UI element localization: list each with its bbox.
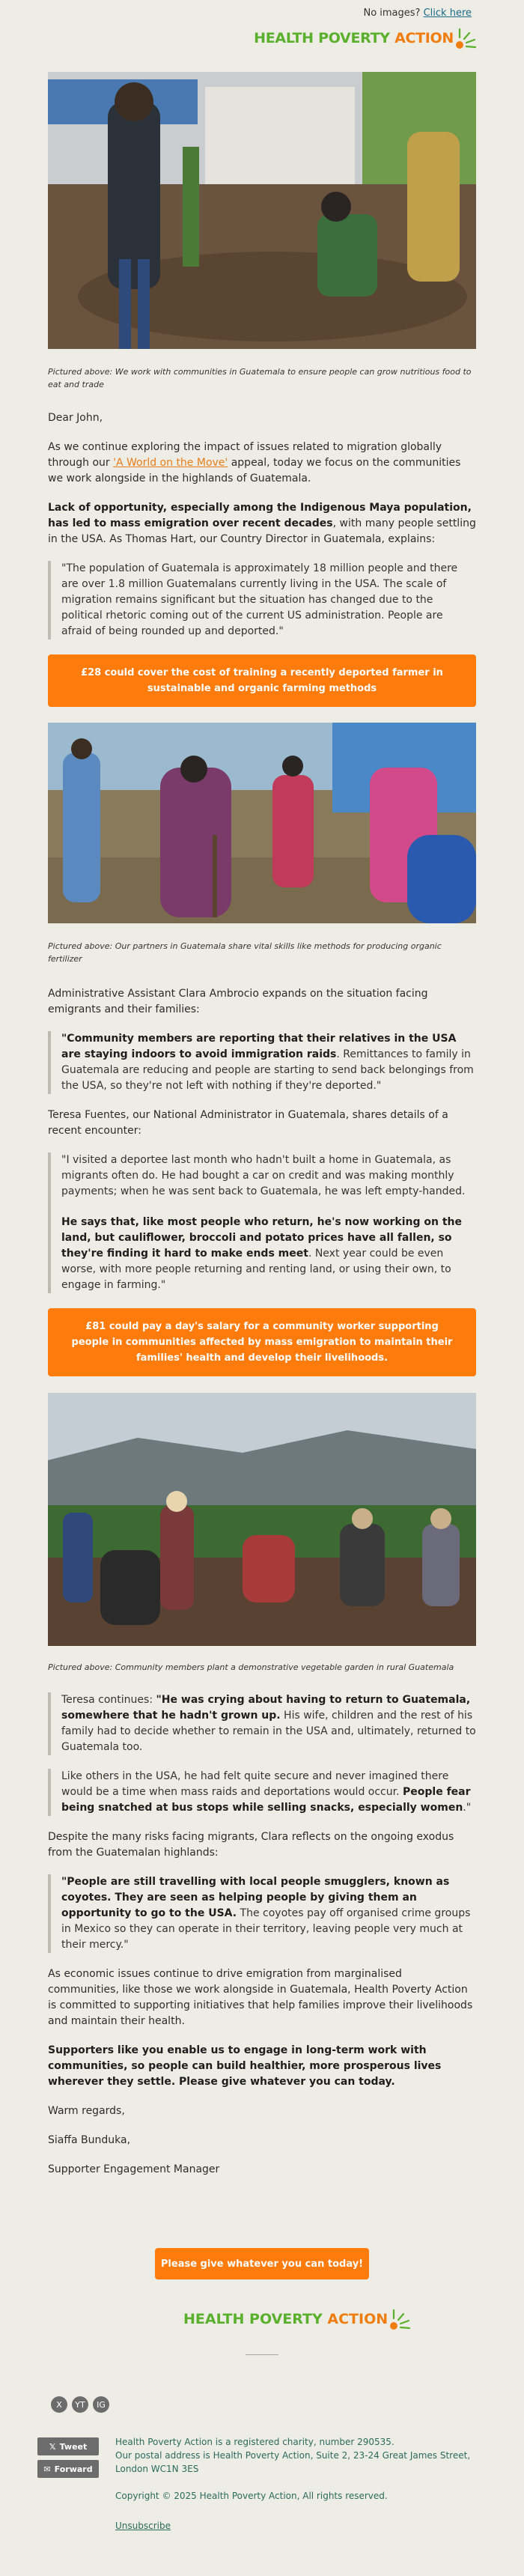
quote-teresa-2-rest: His wife, children and the rest of his family had to decide whether to remain in the USA and, ultimately, returned to Guatemala too. — [61, 1710, 476, 1753]
footer-copyright: Copyright © 2025 Health Poverty Action, All rights reserved. — [115, 2491, 388, 2501]
signature-title: Supporter Engagement Manager — [48, 2163, 220, 2175]
photo-vegetable-garden — [48, 1393, 476, 1646]
teresa-intro: Teresa Fuentes, our National Administrator in Guatemala, shares details of a recent encounter: — [48, 1109, 448, 1137]
quote-teresa-1 — [48, 1152, 476, 1293]
header-logo[interactable] — [254, 27, 478, 49]
quote-teresa-1-bold: He says that, like most people who return, he's now working on the land, but cauliflower, broccoli and potato prices have all fallen, so they're finding it hard to make ends meet — [61, 1216, 462, 1260]
supporters-bold: Supporters like you enable us to engage in long-term work with communities, so people can build healthier, more prosperous lives wherever they settle. Please give whatever you can today. — [48, 2044, 442, 2088]
x-icon[interactable]: X — [51, 2396, 67, 2413]
caption-photo-3: Pictured above: Community members plant a demonstrative vegetable garden in rural Guatemala — [48, 1662, 454, 1672]
youtube-icon[interactable]: YT — [72, 2396, 88, 2413]
signature-name: Siaffa Bunduka, — [48, 2134, 131, 2146]
cta-box-81[interactable]: £81 could pay a day's salary for a community worker supporting people in communities affected by mass emigration to maintain their families' health and develop their livelihoods. — [48, 1308, 476, 1376]
supporters-paragraph — [48, 2043, 476, 2090]
email-body — [48, 72, 476, 2178]
quote-teresa-1-rest: . Next year could be even worse, with more people returning and renting land, or using their own, to engage in farming." — [61, 1248, 451, 1291]
quote-clara-2-bold: "People are still travelling with local people smugglers, known as coyotes. They are seen as helping people by giving them an opportunity to go to the USA. — [61, 1876, 450, 1919]
footer-divider — [246, 2354, 278, 2355]
photo-fertilizer — [48, 723, 476, 923]
x-logo-icon: 𝕏 — [49, 2441, 56, 2452]
quote-teresa-3-bold: People fear being snatched at bus stops while selling snacks, especially women — [61, 1786, 471, 1814]
donate-button[interactable]: Please give whatever you can today! — [155, 2248, 369, 2279]
logo-word-action: ACTION — [394, 30, 454, 46]
footer-charity: Health Poverty Action is a registered charity, number 290535. — [115, 2437, 394, 2447]
intro-paragraph — [48, 440, 476, 487]
footer-sun-icon — [389, 2308, 412, 2330]
opportunity-rest: , with many people settling in the USA. As Thomas Hart, our Country Director in Guatemala, explains: — [48, 517, 476, 545]
caption-photo-2: Pictured above: Our partners in Guatemala share vital skills like methods for producing organic fertilizer — [48, 941, 442, 964]
intro-text-start: As we continue exploring the impact of issues related to migration globally through our — [48, 441, 442, 469]
clara-reflects: Despite the many risks facing migrants, Clara reflects on the ongoing exodus from the Guatemalan highlands: — [48, 1831, 454, 1859]
sun-icon — [455, 27, 478, 49]
no-images-text: No images? — [363, 7, 421, 19]
clara-intro: Administrative Assistant Clara Ambrocio expands on the situation facing emigrants and their families: — [48, 988, 428, 1015]
footer-address: Our postal address is Health Poverty Action, Suite 2, 23-24 Great James Street, London WC1N 3ES — [115, 2450, 471, 2474]
quote-thomas-hart: "The population of Guatemala is approximately 18 million people and there are over 1.8 million Guatemalans currently living in the USA. The scale of migration remains significant but the situation has changed due to the political rhetoric coming out of the current US administration. People are afraid of being rounded up and deported." — [48, 561, 476, 640]
quote-teresa-2-pre: Teresa continues: — [61, 1694, 156, 1706]
quote-teresa-3 — [48, 1769, 476, 1816]
logo-word-health-poverty: HEALTH POVERTY — [254, 30, 390, 46]
quote-clara-2-rest: The coyotes pay off organised crime groups in Mexico so they can operate in their territory, leaving people very much at their mercy." — [61, 1907, 471, 1951]
quote-clara-1 — [48, 1031, 476, 1094]
quote-teresa-1-part1: "I visited a deportee last month who hadn't built a home in Guatemala, as migrants often do. He had bought a car on credit and was making monthly payments; when he was sent back to Guatemala, he was left empty-handed. — [61, 1154, 466, 1197]
tweet-button[interactable] — [37, 2437, 99, 2455]
quote-teresa-2 — [48, 1692, 476, 1755]
opportunity-paragraph — [48, 500, 476, 547]
no-images-bar — [363, 7, 472, 19]
footer-logo-word-action: ACTION — [327, 2311, 389, 2327]
caption-photo-1: Pictured above: We work with communities in Guatemala to ensure people can grow nutritious food to eat and trade — [48, 367, 472, 389]
click-here-link[interactable]: Click here — [423, 7, 472, 19]
cta-box-28[interactable]: £28 could cover the cost of training a recently deported farmer in sustainable and organic farming methods — [48, 654, 476, 707]
footer-unsubscribe — [115, 2519, 482, 2533]
quote-teresa-2-bold: "He was crying about having to return to Guatemala, somewhere that he hadn't grown up. — [61, 1694, 471, 1722]
quote-teresa-3-text: Like others in the USA, he had felt quite secure and never imagined there would be a time when mass raids and deportations would occur. — [61, 1770, 449, 1798]
intro-text-end: appeal, today we focus on the communities we work alongside in the highlands of Guatemala. — [48, 457, 461, 484]
instagram-icon[interactable]: IG — [93, 2396, 109, 2413]
mail-icon: ✉ — [43, 2464, 51, 2474]
footer-logo[interactable] — [183, 2308, 412, 2330]
signoff: Warm regards, — [48, 2105, 125, 2117]
footer-logo-word-health-poverty: HEALTH POVERTY — [183, 2311, 323, 2327]
unsubscribe-link[interactable]: Unsubscribe — [115, 2521, 171, 2531]
commitment-paragraph: As economic issues continue to drive emigration from marginalised communities, like those we work alongside in Guatemala, Health Poverty Action is committed to supporting initiatives that help families improve their livelihoods and maintain their health. — [48, 1968, 473, 2027]
quote-clara-1-bold: "Community members are reporting that their relatives in the USA are staying indoors to avoid immigration raids — [61, 1033, 457, 1060]
quote-teresa-3-end: ." — [463, 1802, 472, 1814]
world-on-the-move-link[interactable]: 'A World on the Move' — [113, 457, 228, 469]
forward-label: Forward — [54, 2464, 93, 2474]
opportunity-bold: Lack of opportunity, especially among the Indigenous Maya population, has led to mass emigration over recent decades — [48, 502, 472, 529]
quote-clara-2 — [48, 1874, 476, 1953]
tweet-label: Tweet — [59, 2441, 88, 2452]
greeting: Dear John, — [48, 412, 103, 424]
forward-button[interactable] — [37, 2460, 99, 2478]
social-links — [51, 2396, 109, 2413]
photo-garden-work — [48, 72, 476, 349]
quote-clara-1-rest: . Remittances to family in Guatemala are reducing and people are starting to send back belongings from the USA, so they're not left with nothing if they're deported." — [61, 1048, 474, 1092]
